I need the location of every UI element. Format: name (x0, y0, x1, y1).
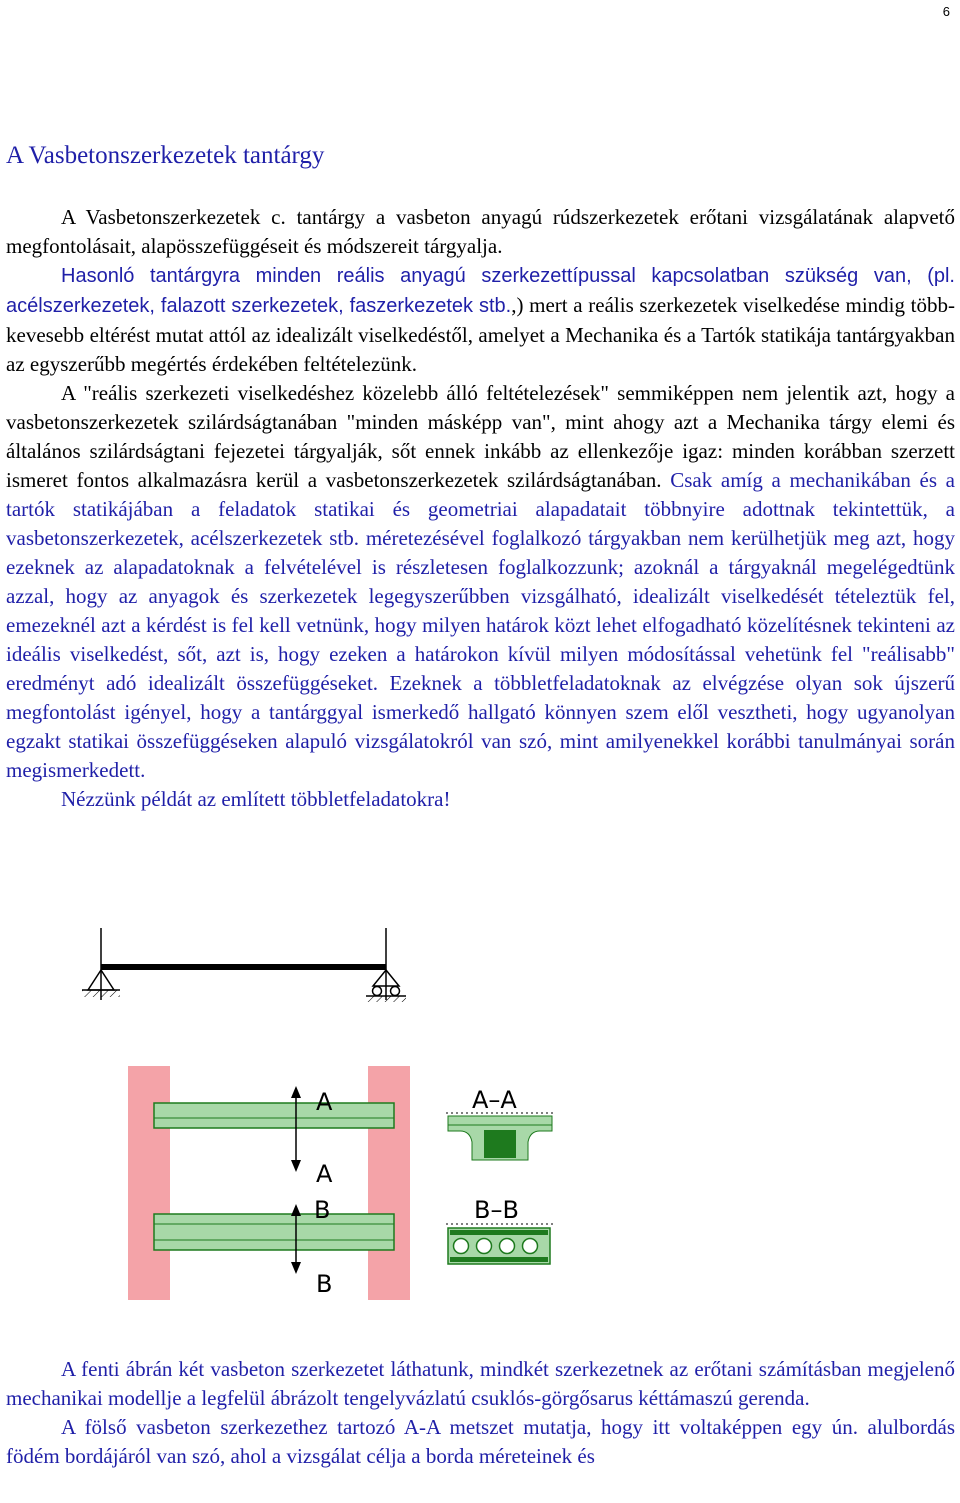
paragraph-2-end: ,) mert a reális szerkezetek viselkedése mindig több-kevesebb eltérést mutat attól az idealizált viselkedéstől, amelyet a Mechanika és a Tartók statikája tantárgyakban az egyszerűbb megértés érdekében feltételezünk. (6, 293, 955, 376)
label-b-bottom: B (316, 1270, 333, 1298)
ribbed-beam (154, 1103, 394, 1128)
text-block-bottom (6, 1355, 955, 1471)
paragraph-6: A fölső vasbeton szerkezethez tartozó A-A metszet mutatja, hogy itt voltaképpen egy ún. alulbordás födém bordájáról van szó, ahol a vizsgálat célja a borda méreteinek és (6, 1415, 955, 1468)
paragraph-3 (6, 379, 955, 785)
beam-with-walls-lower (128, 1176, 410, 1300)
label-a-top: A (316, 1088, 333, 1116)
document-title: A Vasbetonszerkezetek tantárgy (6, 142, 325, 169)
section-bb-label: B–B (474, 1196, 519, 1224)
paragraph-2 (6, 261, 955, 379)
t-beam-flange (448, 1116, 552, 1125)
paragraph-3-start: A "reális szerkezeti viselkedéshez közelebb álló feltételezések" semmiképpen nem jelentik azt, hogy a vasbetonszerkezetek szilárdságtanában "minden másképp van", mint ahogy azt a Mechanika tárgy elemi és általános szilárdságtani fejezetei tárgyalják, sőt ennek inkább az ellenkezője igaz: minden korábban szerzett ismeret fontos alkalmazásra kerül a vasbetonszerkezetek szilárdságtanában. (6, 381, 955, 492)
page-number: 6 (942, 4, 950, 19)
paragraph-3-end: Csak amíg a mechanikában és a tartók statikájában a feladatok statikai és geometriai alapadatait többnyire adottnak tekintettük, a vasbetonszerkezetek, acélszerkezetek stb. méretezésével foglalkozó tárgyakban nem kerülhetjük meg azt, hogy ezeknek az alapadatoknak a felvételével is részletesen foglalkozzunk; azoknál a tárgyaknál megelégedtünk azzal, hogy az anyagok és szerkezetek legegyszerűbben vizsgálható, idealizált viselkedését tételeztük fel, emezeknél azt a kérdést is fel kell vetnünk, hogy milyen határok közt lehet elfogadható közelítésnek tekinteni az ideális viselkedést, sőt, azt is, hogy ezeken a határokon kívül milyen módosítással vehetünk fel "reálisabb" eredményt adó idealizált összefüggéseket. Ezeknek a többletfeladatoknak az elvégzése olyan sok újszerű megfontolást igényel, hogy a tantárggyal ismerkedő hallgató könnyen szem elől vesztheti, hogy ugyanolyan egzakt statikai összefüggéseken alapuló vizsgálatokról van szó, mint amilyenekkel korábbi tanulmányai során megismerkedett. (6, 468, 955, 782)
section-bb (446, 1196, 554, 1264)
beam-with-walls-upper (128, 1066, 410, 1188)
structural-figure (0, 920, 960, 1320)
paragraph-1: A Vasbetonszerkezetek c. tantárgy a vasbeton anyagú rúdszerkezetek erőtani vizsgálatának alapvető megfontolásait, alapösszefüggéseit és módszereit tárgyalja. (6, 205, 955, 258)
paragraph-2-start: Hasonló tantárgyra minden reális anyagú szerkezettípussal kapcsolatban szükség van, (pl. acélszerkezetek, falazott szerkezetek, faszerkezetek stb. (6, 265, 955, 317)
beam-model-diagram (82, 928, 406, 1002)
label-a-bottom: A (316, 1160, 333, 1188)
section-aa (446, 1086, 554, 1160)
text-block-top (6, 203, 955, 814)
section-aa-label: A–A (472, 1086, 517, 1114)
paragraph-5: A fenti ábrán két vasbeton szerkezetet láthatunk, mindkét szerkezetnek az erőtani számításban megjelenő mechanikai modellje a legfelül ábrázolt tengelyvázlatú csuklós-görgősarus kéttámaszú gerenda. (6, 1357, 955, 1410)
hollow-slab (154, 1214, 394, 1250)
paragraph-4: Nézzünk példát az említett többletfeladatokra! (61, 787, 451, 811)
label-b-top: B (314, 1196, 331, 1224)
